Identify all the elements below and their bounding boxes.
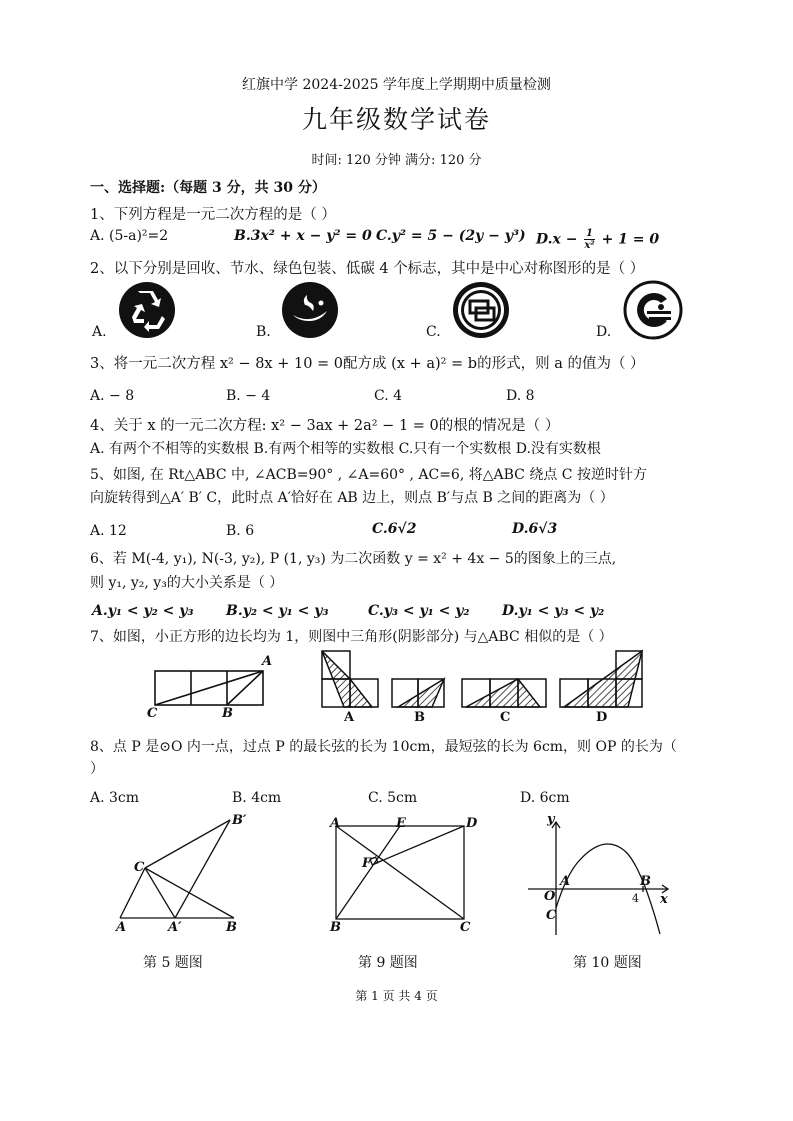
q7-choice-d-label: D [596, 710, 608, 725]
q5-option-a: A. 12 [90, 523, 127, 539]
fig10-label-b: B [640, 874, 651, 889]
page-title: 九年级数学试卷 [301, 105, 491, 134]
fig10-caption: 第 10 题图 [573, 955, 642, 971]
q7-choice-c-label: C [500, 710, 511, 725]
fig9-label-e: E [396, 816, 406, 831]
q7-choice-a-label: A [344, 710, 355, 725]
q5-option-d: D.6√3 [512, 521, 558, 537]
fig5-label-a2: A′ [168, 920, 182, 935]
fig5-label-b: B [226, 920, 237, 935]
q6-option-d: D.y₁ < y₃ < y₂ [502, 603, 605, 619]
page-footer: 第 1 页 共 4 页 [355, 989, 438, 1003]
q1-d-pre: D.x − [536, 231, 578, 248]
q4-stem: 4、关于 x 的一元二次方程: x² − 3ax + 2a² − 1 = 0的根的情况是（ ） [90, 418, 560, 434]
fig5-label-a: A [116, 920, 127, 935]
fig9-diagram [336, 826, 464, 919]
q2-option-c: C. [426, 324, 441, 340]
q3-option-a: A. − 8 [90, 388, 135, 404]
fig10-label-4: 4 [632, 892, 639, 905]
q4-options: A. 有两个不相等的实数根 B.有两个相等的实数根 C.只有一个实数根 D.没有实数根 [90, 441, 601, 457]
fig9-label-f: F [362, 856, 372, 871]
q6-option-b: B.y₂ < y₁ < y₃ [226, 603, 329, 619]
q3-stem: 3、将一元二次方程 x² − 8x + 10 = 0配方成 (x + a)² = b的形式，则 a 的值为（ ） [90, 356, 645, 372]
q7-stem: 7、如图，小正方形的边长均为 1，则图中三角形(阴影部分) 与△ABC 相似的是（ ） [90, 629, 613, 645]
q7-label-b: B [222, 706, 233, 721]
q6-option-c: C.y₃ < y₁ < y₂ [368, 603, 470, 619]
fig9-label-c: C [460, 920, 471, 935]
q2-stem: 2、以下分别是回收、节水、绿色包装、低碳 4 个标志，其中是中心对称图形的是（ ） [90, 261, 645, 277]
q8-option-d: D. 6cm [520, 790, 570, 806]
q8-option-b: B. 4cm [232, 790, 282, 806]
q5-option-b: B. 6 [226, 523, 255, 539]
q2-option-a: A. [92, 324, 107, 340]
q2-option-b: B. [256, 324, 271, 340]
fig9-caption: 第 9 题图 [358, 955, 418, 971]
q1-d-denominator: x² [584, 240, 595, 251]
q8-line2: ） [90, 761, 104, 777]
fig10-label-c: C [546, 908, 557, 923]
q6-line2: 则 y₁, y₂, y₃的大小关系是（ ） [90, 575, 284, 591]
q2-option-d: D. [596, 324, 612, 340]
q1-d-post: + 1 = 0 [601, 231, 660, 248]
fig10-label-a: A [560, 874, 571, 889]
fig10-label-x: x [660, 892, 668, 907]
exam-meta: 时间: 120 分钟 满分: 120 分 [311, 153, 482, 168]
fig5-caption: 第 5 题图 [143, 955, 203, 971]
q5-line1: 5、如图, 在 Rt△ABC 中, ∠ACB=90° , ∠A=60° , AC=6, 将△ABC 绕点 C 按逆时针方 [90, 467, 647, 483]
fig5-label-b2: B′ [232, 813, 247, 828]
q8-option-a: A. 3cm [90, 790, 140, 806]
school-header: 红旗中学 2024-2025 学年度上学期期中质量检测 [242, 77, 551, 93]
q1-d-numerator: 1 [586, 228, 593, 239]
q5-line2: 向旋转得到△A′ B′ C，此时点 A′恰好在 AB 边上，则点 B′与点 B 之间的距离为（ ） [90, 490, 614, 506]
q7-label-c: C [147, 706, 158, 721]
fig10-label-y: y [547, 812, 555, 827]
q6-line1: 6、若 M(-4, y₁), N(-3, y₂), P (1, y₃) 为二次函数 y = x² + 4x − 5的图象上的三点, [90, 551, 617, 567]
q3-option-b: B. − 4 [226, 388, 271, 404]
fig9-label-a: A [330, 816, 341, 831]
q8-option-c: C. 5cm [368, 790, 418, 806]
fig9-label-b: B [330, 920, 341, 935]
fig10-label-o: O [544, 889, 556, 904]
q1-option-b: B.3x² + x − y² = 0 [234, 228, 372, 244]
q7-choice-b-label: B [414, 710, 425, 725]
section-heading: 一、选择题:（每题 3 分，共 30 分） [90, 180, 326, 196]
q8-line1: 8、点 P 是⊙O 内一点，过点 P 的最长弦的长为 10cm，最短弦的长为 6cm，则 OP 的长为（ [90, 739, 677, 755]
q6-option-a: A.y₁ < y₂ < y₃ [92, 603, 194, 619]
q1-stem: 1、下列方程是一元二次方程的是（ ） [90, 207, 336, 223]
q7-label-a: A [262, 654, 273, 669]
q3-option-d: D. 8 [506, 388, 535, 404]
q5-option-c: C.6√2 [372, 521, 417, 537]
q1-option-a: A. (5-a)²=2 [90, 228, 169, 244]
fig9-label-d: D [466, 816, 478, 831]
q1-option-c: C.y² = 5 − (2y − y³) [376, 228, 526, 244]
q3-option-c: C. 4 [374, 388, 403, 404]
fig5-label-c: C [134, 860, 145, 875]
